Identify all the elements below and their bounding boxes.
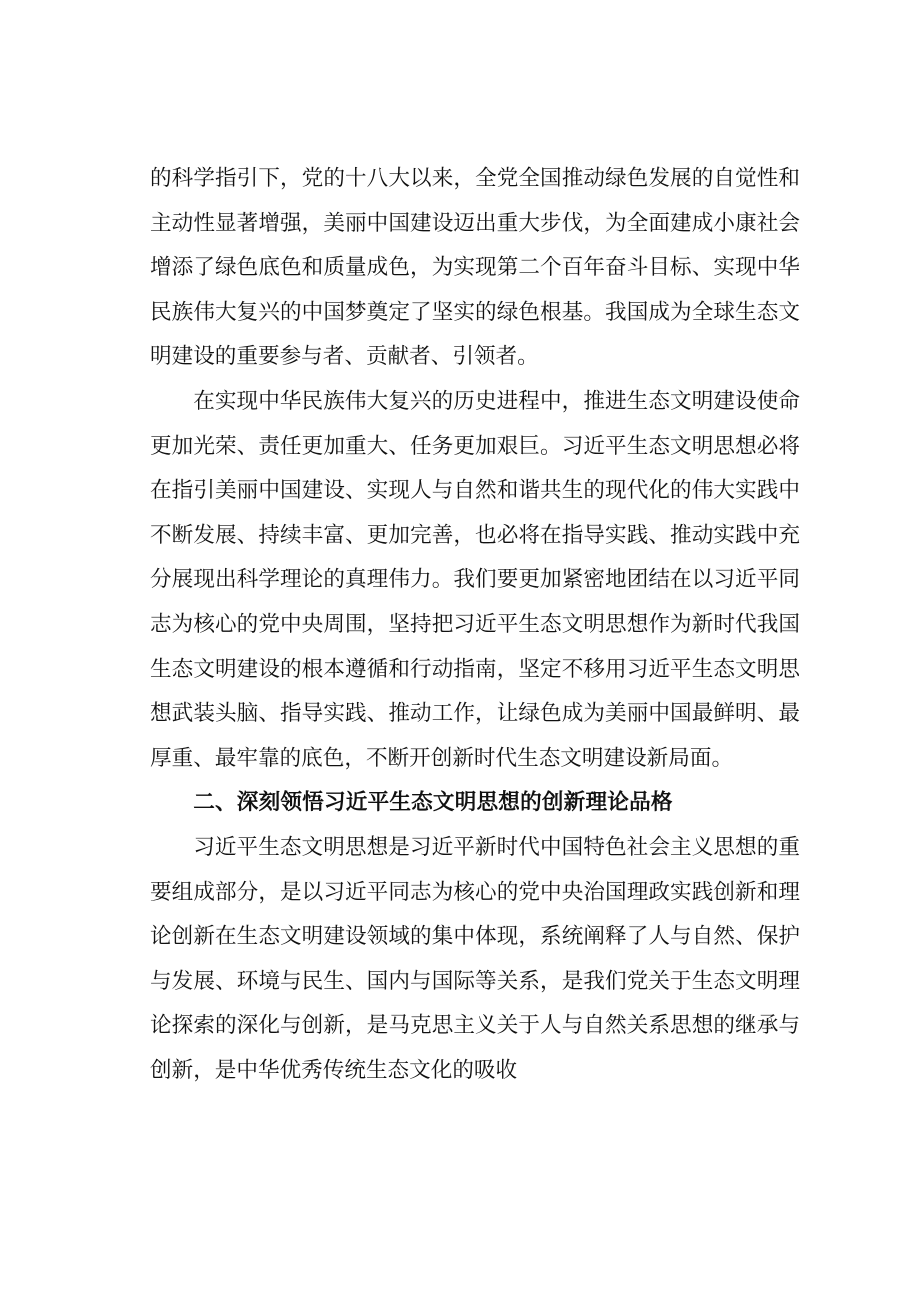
document-page	[150, 157, 800, 1093]
paragraph-theory: 习近平生态文明思想是习近平新时代中国特色社会主义思想的重要组成部分，是以习近平同志为核心的党中央治国理政实践创新和理论创新在生态文明建设领域的集中体现，系统阐释了人与自然、保护与发展、环境与民生、国内与国际等关系，是我们党关于生态文明理论探索的深化与创新，是马克思主义关于人与自然关系思想的继承与创新，是中华优秀传统生态文化的吸收	[150, 834, 800, 1083]
paragraph-continued: 的科学指引下，党的十八大以来，全党全国推动绿色发展的自觉性和主动性显著增强，美丽中国建设迈出重大步伐，为全面建成小康社会增添了绿色底色和质量成色，为实现第二个百年奋斗目标、实现中华民族伟大复兴的中国梦奠定了坚实的绿色根基。我国成为全球生态文明建设的重要参与者、贡献者、引领者。	[150, 166, 800, 370]
section-heading: 二、深刻领悟习近平生态文明思想的创新理论品格	[193, 790, 673, 816]
paragraph-mission: 在实现中华民族伟大复兴的历史进程中，推进生态文明建设使命更加光荣、责任更加重大、任务更加艰巨。习近平生态文明思想必将在指引美丽中国建设、实现人与自然和谐共生的现代化的伟大实践中不断发展、持续丰富、更加完善，也必将在指导实践、推动实践中充分展现出科学理论的真理伟力。我们要更加紧密地团结在以习近平同志为核心的党中央周围，坚持把习近平生态文明思想作为新时代我国生态文明建设的根本遵循和行动指南，坚定不移用习近平生态文明思想武装头脑、指导实践、推动工作，让绿色成为美丽中国最鲜明、最厚重、最牢靠的底色，不断开创新时代生态文明建设新局面。	[150, 388, 800, 771]
